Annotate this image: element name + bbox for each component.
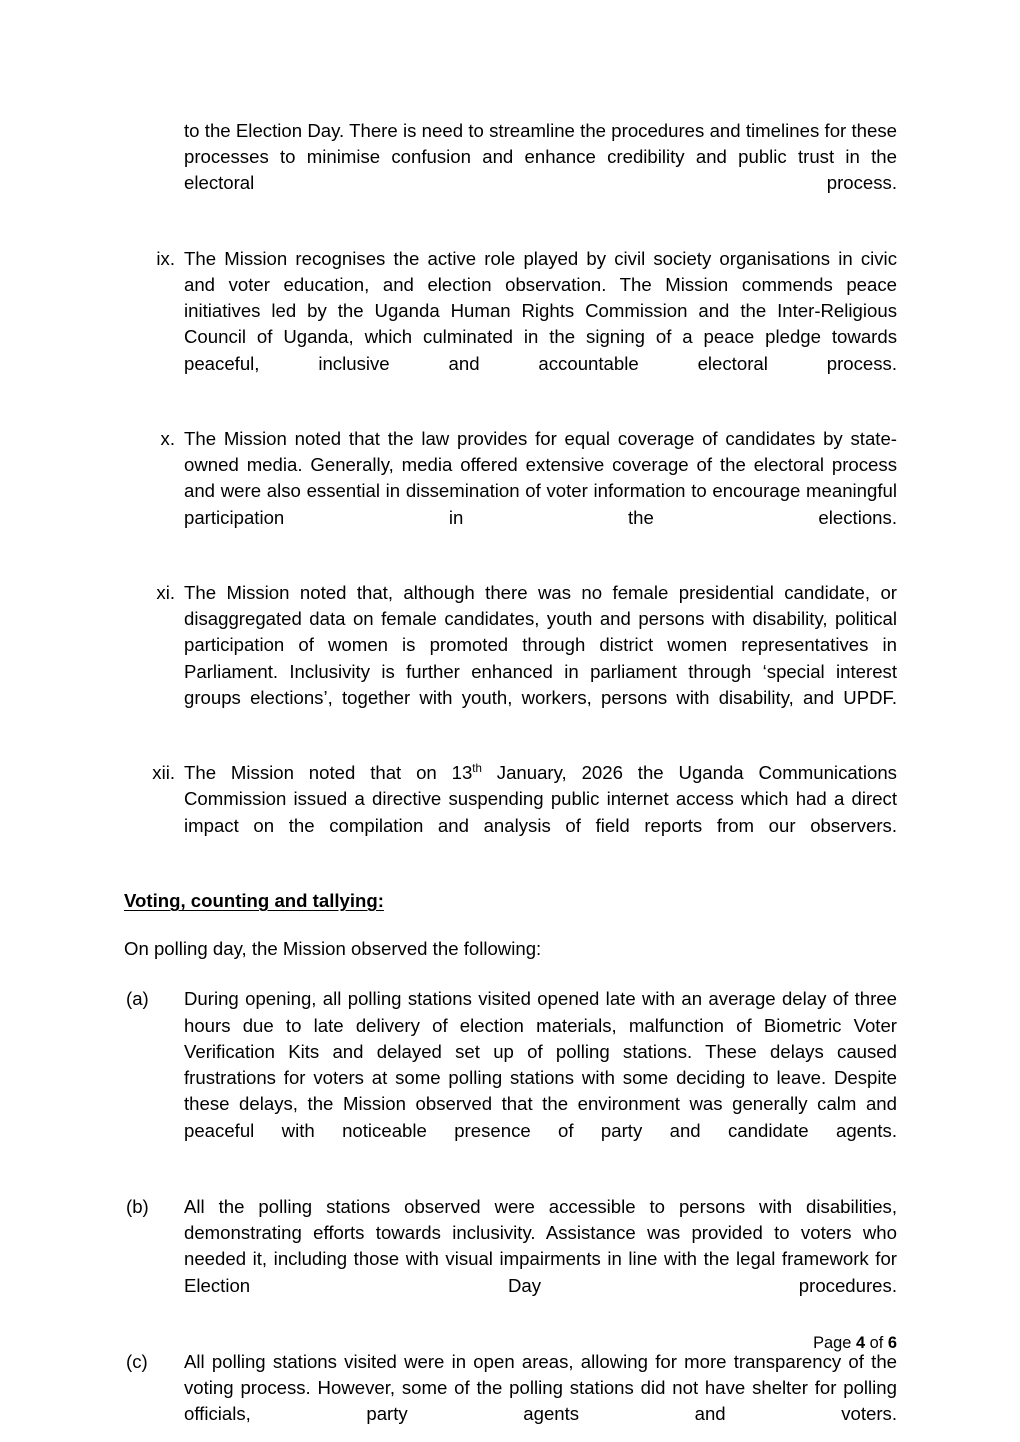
list-marker-x: x.	[160, 428, 175, 450]
list-text-xii	[184, 760, 897, 865]
list-item-xii	[152, 760, 897, 865]
list-item-ix	[156, 246, 897, 403]
footer-page-word: Page	[813, 1334, 852, 1352]
list-marker-c: (c)	[126, 1350, 148, 1372]
page-content	[124, 118, 897, 1442]
list-item-a	[126, 986, 897, 1169]
list-text-b: All the polling stations observed were accessible to persons with disabilities, demonstrating efforts towards inclusivity. Assistance was provided to voters who needed it, including those with visual impairments in line with the legal framework for Election Day procedures.	[184, 1195, 897, 1296]
list-text-xi: The Mission noted that, although there was no female presidential candidate, or disaggregated data on female candidates, youth and persons with disability, political participation of women is promoted through district women representatives in Parliament. Inclusivity is further enhanced in parliament through ‘special interest groups elections’, together with youth, workers, persons with disability, and UPDF.	[184, 582, 897, 708]
list-text-c: All polling stations visited were in open areas, allowing for more transparency of the voting process. However, some of the polling stations did not have shelter for polling officials, party agents and voters.	[184, 1350, 897, 1425]
continued-paragraph: to the Election Day. There is need to streamline the procedures and timelines for these processes to minimise confusion and enhance credibility and public trust in the electoral process.	[184, 120, 897, 194]
footer-total-pages: 6	[887, 1334, 897, 1352]
footer-of-word: of	[869, 1334, 884, 1352]
list-item-xi	[156, 580, 897, 737]
list-marker-ix: ix.	[156, 247, 175, 269]
list-marker-a: (a)	[126, 988, 149, 1010]
list-marker-xii: xii.	[152, 762, 175, 784]
list-text-x: The Mission noted that the law provides for equal coverage of candidates by state-owned media. Generally, media offered extensive coverage of the electoral process and were also essential in dissemination of voter information to encourage meaningful participation in the elections.	[184, 428, 897, 528]
page-footer	[124, 1332, 897, 1354]
lead-line: On polling day, the Mission observed the following:	[124, 938, 542, 960]
section-heading-wrapper	[124, 888, 897, 914]
list-text-xii-part2: January, 2026 the Uganda Communications Commission issued a directive suspending public internet access which had a direct impact on the compilation and analysis of field reports from our observers.	[184, 762, 897, 836]
list-item-b	[126, 1194, 897, 1325]
list-text-xii-part1: The Mission noted that on 13	[184, 762, 473, 784]
lettered-list	[124, 986, 897, 1442]
ordinal-suffix-superscript: th	[472, 763, 482, 776]
list-marker-xi: xi.	[156, 582, 175, 604]
list-text-ix: The Mission recognises the active role played by civil society organisations in civic and voter education, and election observation. The Mission commends peace initiatives led by the Uganda Human Rights Commission and the Inter-Religious Council of Uganda, which culminated in the signing of a peace pledge towards peaceful, inclusive and accountable electoral process.	[184, 247, 897, 374]
roman-numeral-list	[124, 246, 897, 865]
list-item-x	[160, 426, 897, 557]
list-text-a: During opening, all polling stations visited opened late with an average delay of three hours due to late delivery of election materials, malfunction of Biometric Voter Verification Kits and delayed set up of polling stations. These delays caused frustrations for voters at some polling stations with some deciding to leave. Despite these delays, the Mission observed that the environment was generally calm and peaceful with noticeable presence of party and candidate agents.	[184, 988, 897, 1141]
list-marker-b: (b)	[126, 1195, 149, 1217]
footer-page-number: 4	[855, 1334, 866, 1352]
list-item-c	[126, 1349, 897, 1442]
section-heading-voting-counting-tallying: Voting, counting and tallying:	[124, 890, 384, 912]
